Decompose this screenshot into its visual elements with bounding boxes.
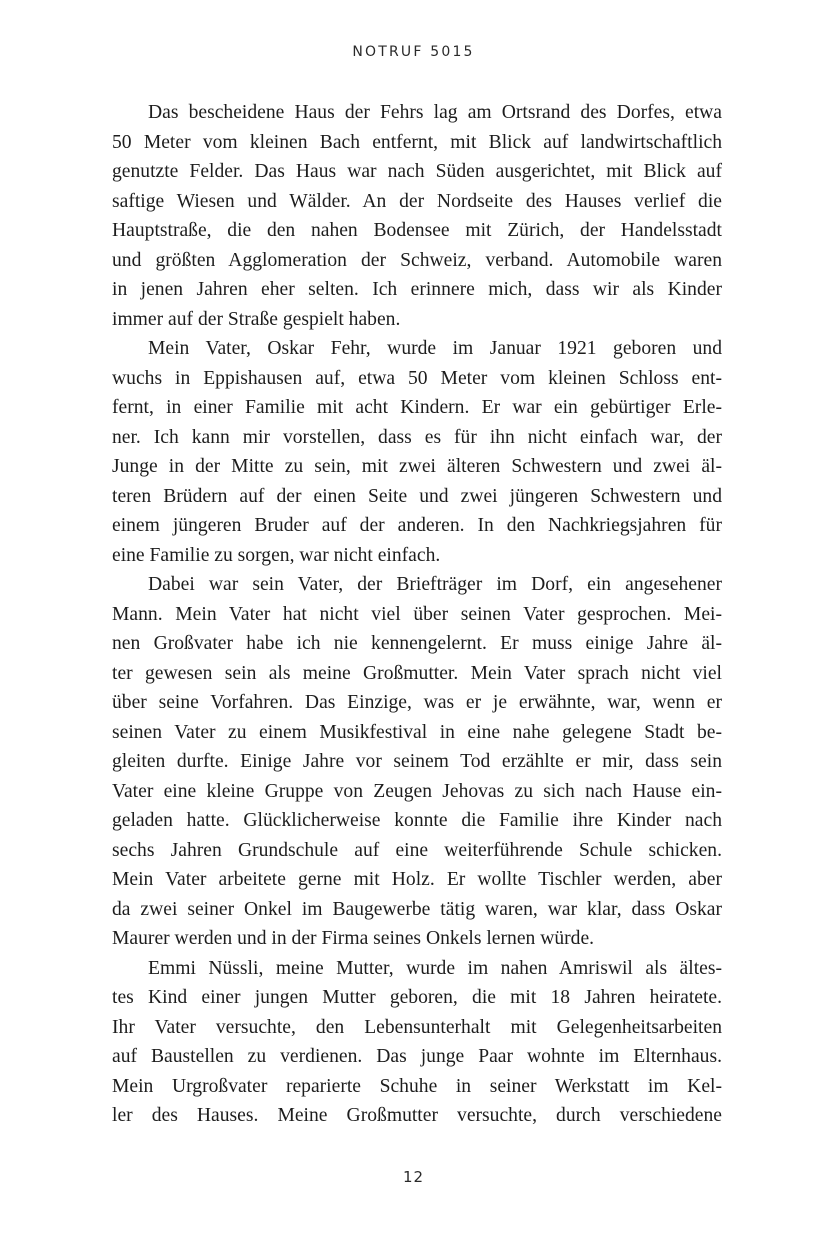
text-line: 50 Meter vom kleinen Bach entfernt, mit Blick auf landwirtschaftlich — [112, 131, 722, 153]
text-line: gleiten durfte. Einige Jahre vor seinem Tod erzählte er mir, dass sein — [112, 751, 722, 772]
text-line: eine Familie zu sorgen, war nicht einfach. — [112, 544, 441, 566]
paragraph-4 — [112, 954, 722, 1131]
text-line: fernt, in einer Familie mit acht Kindern. Er war ein gebürtiger Erle- — [112, 397, 722, 418]
text-line: Dabei war sein Vater, der Briefträger im Dorf, ein angesehener — [148, 574, 722, 595]
text-line: Maurer werden und in der Firma seines Onkels lernen würde. — [112, 928, 595, 949]
text-line: Hauptstraße, die den nahen Bodensee mit Zürich, der Handelsstadt — [112, 220, 722, 241]
text-line: Vater eine kleine Gruppe von Zeugen Jehovas zu sich nach Hause ein- — [112, 780, 722, 802]
text-line: ler des Hauses. Meine Großmutter versuchte, durch verschiedene — [112, 1105, 722, 1126]
paragraph-1 — [112, 98, 722, 334]
text-line: genutzte Felder. Das Haus war nach Süden ausgerichtet, mit Blick auf — [112, 161, 722, 182]
text-line: teren Brüdern auf der einen Seite und zwei jüngeren Schwestern und — [112, 485, 722, 507]
body-text — [112, 98, 722, 1131]
text-line: Mein Urgroßvater reparierte Schuhe in seiner Werkstatt im Kel- — [112, 1075, 722, 1097]
text-line: Ihr Vater versuchte, den Lebensunterhalt mit Gelegenheitsarbeiten — [112, 1016, 722, 1038]
text-line: auf Baustellen zu verdienen. Das junge Paar wohnte im Elternhaus. — [112, 1046, 722, 1067]
text-line: seinen Vater zu einem Musikfestival in eine nahe gelegene Stadt be- — [112, 721, 722, 743]
text-line: und größten Agglomeration der Schweiz, verband. Automobile waren — [112, 249, 722, 271]
text-line: Junge in der Mitte zu sein, mit zwei älteren Schwestern und zwei äl- — [112, 456, 722, 477]
text-line: Emmi Nüssli, meine Mutter, wurde im nahen Amriswil als ältes- — [148, 957, 722, 979]
text-line: Das bescheidene Haus der Fehrs lag am Ortsrand des Dorfes, etwa — [148, 102, 722, 123]
text-line: tes Kind einer jungen Mutter geboren, die mit 18 Jahren heiratete. — [112, 987, 722, 1008]
text-line: saftige Wiesen und Wälder. An der Nordseite des Hauses verlief die — [112, 190, 722, 212]
page-number: 12 — [402, 1168, 425, 1186]
text-line: über seine Vorfahren. Das Einzige, was er je erwähnte, war, wenn er — [112, 692, 722, 713]
text-line: einem jüngeren Bruder auf der anderen. In den Nachkriegsjahren für — [112, 515, 722, 536]
text-line: wuchs in Eppishausen auf, etwa 50 Meter vom kleinen Schloss ent- — [112, 367, 722, 389]
text-line: Mein Vater, Oskar Fehr, wurde im Januar 1921 geboren und — [148, 338, 722, 359]
text-line: sechs Jahren Grundschule auf eine weiterführende Schule schicken. — [112, 839, 722, 861]
running-header-title: NOTRUF 5015 — [352, 44, 475, 60]
text-line: geladen hatte. Glücklicherweise konnte die Familie ihre Kinder nach — [112, 810, 722, 831]
text-line: in jenen Jahren eher selten. Ich erinnere mich, dass wir als Kinder — [112, 279, 722, 300]
text-line: Mann. Mein Vater hat nicht viel über seinen Vater gesprochen. Mei- — [112, 603, 722, 625]
paragraph-3 — [112, 570, 722, 954]
text-line: da zwei seiner Onkel im Baugewerbe tätig waren, war klar, dass Oskar — [112, 898, 722, 920]
text-line: nen Großvater habe ich nie kennengelernt. Er muss einige Jahre äl- — [112, 633, 722, 654]
text-line: ner. Ich kann mir vorstellen, dass es für ihn nicht einfach war, der — [112, 426, 722, 448]
text-line: Mein Vater arbeitete gerne mit Holz. Er wollte Tischler werden, aber — [112, 869, 722, 890]
paragraph-2 — [112, 334, 722, 570]
text-line: immer auf der Straße gespielt haben. — [112, 308, 401, 330]
text-line: ter gewesen sein als meine Großmutter. Mein Vater sprach nicht viel — [112, 662, 722, 684]
